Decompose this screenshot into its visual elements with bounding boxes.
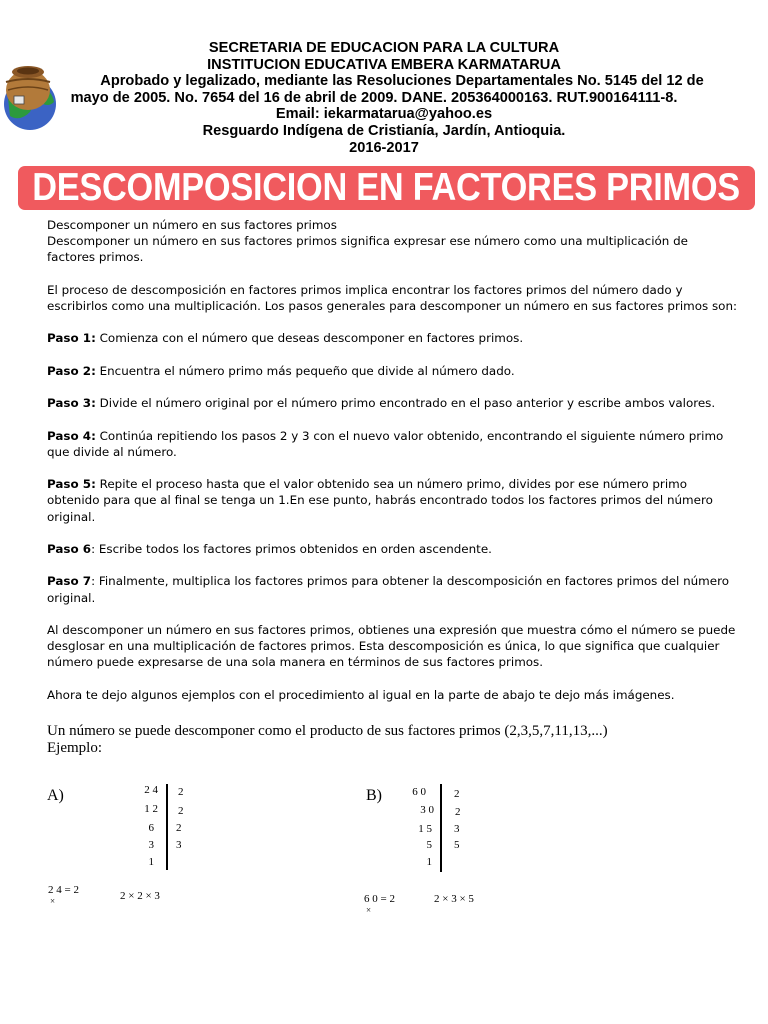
step-7-text: : Finalmente, multiplica los factores primos para obtener la descomposición en factores primos del número original. bbox=[47, 574, 729, 605]
example-b-number: 1 5 bbox=[418, 823, 432, 835]
example-b-prime: 2 bbox=[455, 806, 461, 818]
header-line-email: Email: iekarmatarua@yahoo.es bbox=[275, 106, 493, 123]
examples-statement-block bbox=[47, 723, 747, 757]
example-b-label: B) bbox=[366, 787, 382, 804]
header-line-resoluciones: mayo de 2005. No. 7654 del 16 de abril de 2009. DANE. 205364000163. RUT.900164111-8. bbox=[70, 89, 678, 106]
example-b-divider bbox=[440, 784, 442, 872]
example-b-prime: 5 bbox=[454, 839, 460, 851]
example-a-number: 1 2 bbox=[144, 803, 158, 815]
step-4-text: Continúa repitiendo los pasos 2 y 3 con el nuevo valor obtenido, encontrando el siguiente número primo que divide al número. bbox=[47, 428, 724, 459]
step-6-text: : Escribe todos los factores primos obtenidos en orden ascendente. bbox=[91, 541, 492, 556]
example-a-number: 2 4 bbox=[144, 784, 158, 796]
example-b-number: 5 bbox=[426, 839, 432, 851]
example-a-number: 6 bbox=[148, 822, 154, 834]
process-paragraph: El proceso de descomposición en factores primos implica encontrar los factores primos del número dado y escribirlos como una multiplicación. Los pasos generales para descomponer un número en sus factores primos son: bbox=[47, 282, 738, 313]
step-4-label: Paso 4: bbox=[47, 428, 96, 443]
example-a-factor-table bbox=[118, 784, 218, 874]
step-2-text: Encuentra el número primo más pequeño que divide al número dado. bbox=[95, 363, 515, 378]
step-1-text: Comienza con el número que deseas descomponer en factores primos. bbox=[95, 331, 524, 346]
title-banner bbox=[18, 166, 755, 210]
example-a-prime: 2 bbox=[178, 786, 184, 798]
step-7 bbox=[47, 573, 737, 605]
examples-intro: Ahora te dejo algunos ejemplos con el procedimiento al igual en la parte de abajo te dejo más imágenes. bbox=[47, 687, 675, 702]
step-1 bbox=[47, 330, 737, 346]
example-b-result-times: × bbox=[366, 905, 372, 915]
example-a-number: 3 bbox=[148, 839, 154, 851]
letterhead bbox=[0, 40, 768, 156]
document-body bbox=[47, 217, 737, 719]
step-5-text: Repite el proceso hasta que el valor obtenido sea un número primo, divides por ese número primo obtenido para que al final se tenga un 1.En ese punto, habrás encontrado todos los factores primos del número original. bbox=[47, 477, 713, 524]
header-line-year: 2016-2017 bbox=[349, 139, 419, 156]
step-5-label: Paso 5: bbox=[47, 477, 96, 492]
example-a-result-right: 2 × 2 × 3 bbox=[120, 890, 160, 902]
example-b-number: 3 0 bbox=[420, 804, 434, 816]
step-6-label: Paso 6 bbox=[47, 541, 92, 556]
conclusion-paragraph: Al descomponer un número en sus factores primos, obtienes una expresión que muestra cómo el número se puede desglosar en una multiplicación de factores primos. Esta descomposición es única, lo que significa que cualquier número puede expresarse de una sola manera en términos de sus factores primos. bbox=[47, 622, 736, 670]
step-1-label: Paso 1: bbox=[47, 331, 96, 346]
step-3-label: Paso 3: bbox=[47, 396, 96, 411]
banner-title: DESCOMPOSICION EN FACTORES PRIMOS bbox=[32, 166, 741, 209]
header-line-institucion: INSTITUCION EDUCATIVA EMBERA KARMATARUA bbox=[207, 56, 561, 73]
example-a-prime: 3 bbox=[176, 839, 182, 851]
example-b-prime: 2 bbox=[454, 788, 460, 800]
header-line-aprobado: Aprobado y legalizado, mediante las Resoluciones Departamentales No. 5145 del 12 de bbox=[100, 73, 704, 90]
step-2 bbox=[47, 363, 737, 379]
step-5 bbox=[47, 476, 737, 525]
step-6 bbox=[47, 541, 737, 557]
example-b-number: 6 0 bbox=[412, 786, 426, 798]
header-line-resguardo: Resguardo Indígena de Cristianía, Jardín, Antioquia. bbox=[202, 122, 566, 139]
example-b-number: 1 bbox=[426, 856, 432, 868]
intro-heading: Descomponer un número en sus factores primos bbox=[47, 218, 337, 232]
example-a-prime: 2 bbox=[176, 822, 182, 834]
example-a-result-left: 2 4 = 2 bbox=[48, 884, 79, 896]
example-b-factor-table bbox=[394, 786, 494, 876]
example-b-result-right: 2 × 3 × 5 bbox=[434, 893, 474, 905]
example-a-number: 1 bbox=[148, 856, 154, 868]
step-2-label: Paso 2: bbox=[47, 363, 96, 378]
step-7-label: Paso 7 bbox=[47, 574, 92, 589]
examples-statement: Un número se puede descomponer como el producto de sus factores primos (2,3,5,7,11,13,...) bbox=[47, 723, 608, 739]
step-3-text: Divide el número original por el número primo encontrado en el paso anterior y escribe ambos valores. bbox=[95, 396, 716, 411]
intro-definition: Descomponer un número en sus factores primos significa expresar ese número como una multiplicación de factores primos. bbox=[47, 234, 688, 265]
example-b-result bbox=[364, 893, 564, 923]
header-line-secretaria: SECRETARIA DE EDUCACION PARA LA CULTURA bbox=[208, 40, 560, 56]
step-3 bbox=[47, 395, 737, 411]
example-b-result-left: 6 0 = 2 bbox=[364, 893, 395, 905]
step-4 bbox=[47, 428, 737, 460]
examples-ejemplo: Ejemplo: bbox=[47, 740, 102, 756]
example-a-divider bbox=[166, 784, 168, 870]
example-a-label: A) bbox=[47, 787, 64, 804]
example-b-prime: 3 bbox=[454, 823, 460, 835]
example-a-prime: 2 bbox=[178, 805, 184, 817]
example-a-result bbox=[48, 884, 248, 914]
example-a-result-times: × bbox=[50, 896, 56, 906]
